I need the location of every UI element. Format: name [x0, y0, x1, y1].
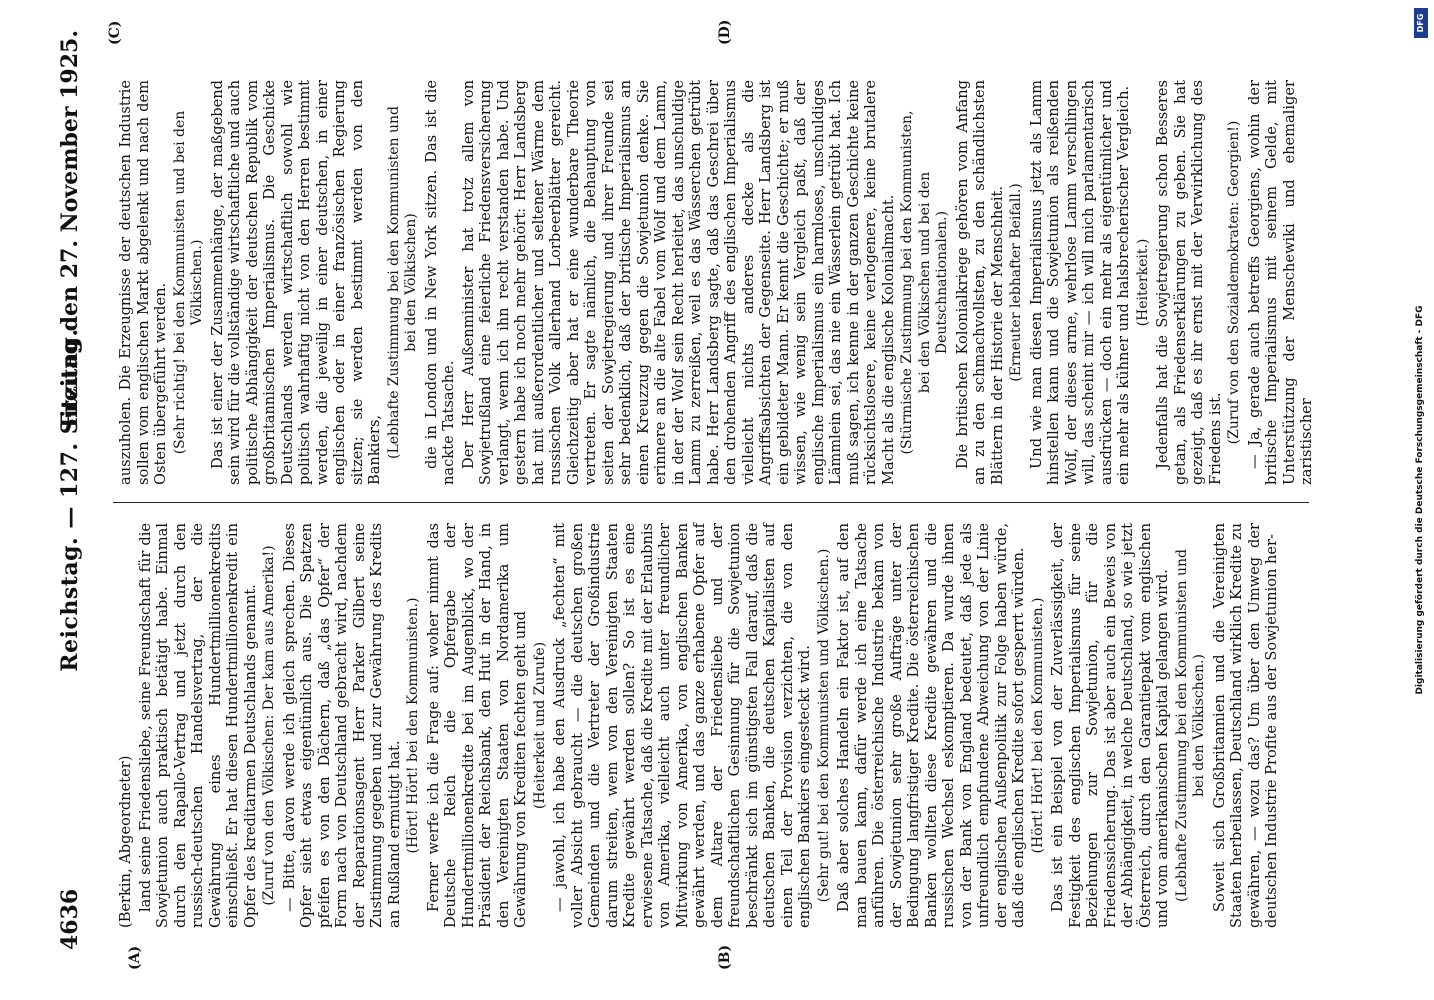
paragraph: die in London und in New York sitzen. Das ist die nackte Tatsache.	[422, 80, 457, 485]
interjection: (Hört! Hört! bei den Kommunisten.)	[405, 597, 421, 854]
interjection: (Stürmische Zustimmung bei den Kommunisten, bei den Völkischen und bei den Deutschnationalen.)	[899, 110, 950, 455]
paragraph: land seine Friedensliebe, seine Freundschaft für die Sowjetunion auch praktisch betätigt habe. Einmal durch den Rapallo-Vertrag und jetzt durch den russisch-deutschen Handelsvertrag, der die Gewährung eines Hundertmillionenkredits einschließt. Er hat diesen Hundertmillionenkredit ein Opfer des kreditarmen Deutschlands genannt.	[136, 523, 259, 928]
interjection: (Sehr richtig! bei den Kommunisten und bei den Völkischen.)	[171, 110, 205, 455]
digitization-credit	[1412, 10, 1428, 990]
margin-marker-d: (D)	[717, 19, 733, 45]
page-number: 4636	[57, 888, 83, 950]
dfg-badge-text: DFG	[1416, 13, 1425, 33]
rotated-document-page	[17, 0, 1417, 1000]
paragraph: Das ist ein Beispiel von der Zuverlässigkeit, der Festigkeit des englischen Imperialismus für seine Beziehungen zur Sowjetunion, für die Friedenssicherung. Das ist aber auch ein Beweis von der Abhängigkeit, in welche Deutschland, so wie jetzt Österreich, durch den Garantiepakt vom englischen und vom amerikanischen Kapital gelangen wird.	[1049, 523, 1171, 928]
interjection: (Heiterkeit.)	[1134, 238, 1151, 327]
interjection: (Lebhafte Zustimmung bei den Kommunisten und bei den Völkischen.)	[1173, 549, 1207, 902]
paragraph: Und wie man diesen Imperialismus jetzt als Lamm hinstellen kann und die Sowjetunion als reißenden Wolf, der dieses arme, wehrlose Lamm verschlingen will, das scheint mir — ich will mich parlamentarisch ausdrücken — doch ein mehr als eigentümlicher und ein mehr als kühner und halsbrecherischer Vergleich.	[1027, 80, 1132, 485]
interjection: (Sehr gut! bei den Kommunisten und Völkischen.)	[815, 548, 832, 903]
session-date: Freitag den 27. November 1925.	[57, 30, 83, 428]
interjection: (Zuruf von den Völkischen: Der kam aus Amerika!)	[261, 545, 277, 906]
paragraph: Daß aber solches Handeln ein Faktor ist, auf den man bauen kann, dafür werde ich eine Tatsache anführen. Die österreichische Industrie bekam von der Sowjetunion sehr große Aufträge unter der Bedingung langfristiger Kredite. Die österreichischen Banken wollten diese Kredite gewähren und die russischen Wechsel eskomptieren. Da wurde ihnen von der Bank von England bedeutet, daß jede als unfreundlich empfundene Abweichung von der Linie der englischen Außenpolitik zur Folge haben würde, daß die englischen Kredite sofort gesperrt würden.	[835, 523, 1027, 928]
interjection: (Erneuter lebhafter Beifall.)	[1008, 183, 1024, 382]
paragraph: Das ist einer der Zusammenhänge, der maßgebend sein wird für die vollständige wirtschaftliche und auch politische Abhängigkeit der deutschen Republik vom großbritannischen Imperialismus. Die Geschicke Deutschlands werden wirtschaftlich sowohl wie politisch wahrhaftig nicht von den Herren bestimmt werden, die jeweilig in einer deutschen, in einer englischen oder in einer französischen Regierung sitzen; sie werden bestimmt werden von den Bankiers,	[208, 80, 383, 485]
interjection: (Zuruf von den Sozialdemokraten: Georgien!)	[1226, 120, 1242, 445]
credit-text: Digitalisierung gefördert durch die Deutsche Forschungsgemeinschaft - DFG	[1415, 305, 1425, 695]
paragraph: — Ja, gerade auch betreffs Georgiens, wohin der britische Imperialismus mit seinem Gelde, mit Unterstützung der Menschewiki und ehemaliger zaristischer	[1245, 80, 1315, 485]
paragraph: auszuholen. Die Erzeugnisse der deutschen Industrie sollen vom englischen Markt abgelenkt und nach dem Osten übergeführt werden.	[117, 80, 169, 485]
left-text-column	[117, 523, 1307, 928]
dfg-logo-badge	[1414, 8, 1428, 38]
paragraph: Die britischen Kolonialkriege gehören vom Anfang an zu den schmachvollsten, zu den schändlichsten Blättern in der Historie der Menschheit.	[953, 80, 1006, 485]
interjection: (Lebhafte Zustimmung bei den Kommunisten und bei den Völkischen)	[385, 106, 419, 459]
interjection: (Heiterkeit und Zurufe)	[531, 641, 548, 810]
margin-marker-b: (B)	[717, 944, 733, 970]
paragraph: Ferner werfe ich die Frage auf: woher nimmt das Deutsche Reich die Opfergabe der Hundertmillionenkredite bei im Augenblick, wo der Präsident der Reichsbank, den Hut in der Hand, in den Vereinigten Staaten von Nordamerika um Gewährung von Krediten fechten geht und	[424, 523, 529, 928]
page-header	[17, 0, 83, 1000]
margin-marker-c: (C)	[107, 20, 123, 45]
paragraph: — jawohl, ich habe den Ausdruck „fechten“ mit voller Absicht gebraucht — die deutschen großen Gemeinden und die Vertreter der Großindustrie darum streiten, wem von den Vereinigten Staaten Kredite gewährt werden sollen? So ist es eine erwiesene Tatsache, daß die Kredite mit der Erlaubnis von Amerika, vielleicht auch unter freundlicher Mitwirkung von Amerika, von englischen Banken gewährt werden, und das ganze erhabene Opfer auf dem Altare der Friedensliebe und der freundschaftlichen Gesinnung für die Sowjetunion beschränkt sich im günstigsten Fall darauf, daß die deutschen Banken, die deutschen Kapitalisten auf einen Teil der Provision verzichten, die von den englischen Bankiers eingesteckt wird.	[551, 523, 813, 928]
paragraph: Der Herr Außenminister hat trotz allem von Sowjetrußland eine feierliche Friedensversicherung verlangt, wenn ich ihn recht verstanden habe. Und gestern habe ich noch mehr gehört: Herr Landsberg hat mit außerordentlicher und seltener Wärme dem russischen Volk allerhand Lorbeerblätter gereicht. Gleichzeitig aber hat er eine wunderbare Theorie vertreten. Er sagte nämlich, die Behauptung von seiten der Sowjetregierung und ihrer Freunde sei sehr bedenklich, daß der britische Imperialismus an einen Kreuzzug gegen die Sowjetunion denke. Sie erinnere an die alte Fabel vom Wolf und dem Lamm, in der der Wolf sein Recht herleitet, das unschuldige Lamm zu zerreißen, weil es das Wässerchen getrübt habe. Herr Landsberg sagte, daß das Geschrei über den drohenden Angriff des englischen Imperialismus vielleicht nichts anderes decke als die Angriffsabsichten der Gegenseite. Herr Landsberg ist ein gebildeter Mann. Er kennt die Geschichte; er muß wissen, wie wenig sein Vergleich paßt, daß der englische Imperialismus ein harmloses, unschuldiges Lämmlein sei, das nie ein Wässerlein getrübt hat. Ich muß sagen, ich kenne in der ganzen Geschichte keine rücksichtslosere, keine verlogenere, keine brutalere Macht als die englische Kolonialmacht.	[459, 80, 897, 485]
session-title: Reichstag. — 127. Sitzung.	[57, 328, 83, 672]
paragraph: Soweit sich Großbritannien und die Vereinigten Staaten herbeilassen, Deutschland wirklich Kredite zu gewähren, — wozu das? Um über den Umweg der deutschen Industrie Profite aus der Sowjetunion her-	[1210, 523, 1280, 928]
paragraph: — Bitte, davon werde ich gleich sprechen. Dieses Opfer sieht etwas eigentümlich aus. Die Spatzen pfeifen es von den Dächern, daß „das Opfer“ der Form nach von Deutschland gebracht wird, nachdem der Reparationsagent Herr Parker Gilbert seine Zustimmung gegeben und zur Gewährung des Kredits an Rußland ermutigt hat.	[280, 523, 403, 928]
right-text-column	[117, 80, 1315, 485]
paragraph: Jedenfalls hat die Sowjetregierung schon Besseres getan, als Friedenserklärungen zu geben. Sie hat gezeigt, daß es ihr ernst mit der Verwirklichung des Friedens ist.	[1154, 80, 1224, 485]
paragraph: (Berkin, Abgeordneter)	[117, 755, 134, 928]
margin-marker-a: (A)	[127, 945, 143, 970]
interjection: (Hört! Hört! bei den Kommunisten.)	[1029, 597, 1046, 854]
column-divider	[113, 502, 1309, 503]
